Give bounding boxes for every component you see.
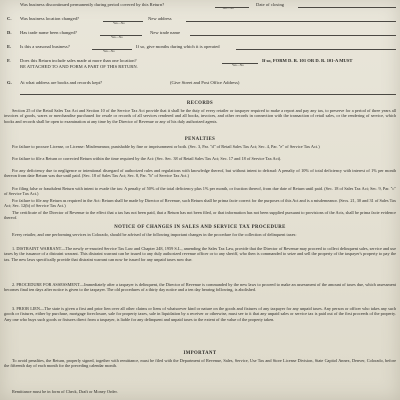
penalty-paragraph: The certificate of the Director of Revenue to the effect that a tax has not been paid, that a Return has not been filed, or that information has not been supplied pursuant to provisions of the Acts, shall be prima facie evidence thereof. — [4, 210, 396, 221]
penalty-paragraph: For any deficiency due to negligence or intentional disregard of authorized rules and regulations with knowledge thereof, but without intent to defraud: A penalty of 10% of total deficiency with interest of 1% per month thereon from date Return was due until paid. (Sec. 18 of Sales Tax Act; Sec. 8, Par. "b" of Service Tax Act.) — [4, 168, 396, 179]
question-letter: C. — [7, 16, 12, 21]
important-paragraph: To avoid penalties, the Return, properly signed, together with remittance, must be filed with the Department of Revenue, Sales, Service, Use Tax and Store License Division, State Capitol Annex, Denver, Colorado, before the fifteenth day of each month for the preceding calendar month. — [4, 358, 396, 369]
penalties-heading: PENALTIES — [184, 137, 216, 142]
question-tail: (Give Street and Post Office Address) — [170, 80, 240, 85]
notice-intro: Every retailer, and one performing services in Colorado, should be advised of the following important changes in the procedure for the collection of delinquent taxes: — [12, 232, 297, 237]
answer-line[interactable] — [215, 7, 249, 8]
question-text: Has trade name been changed? — [20, 30, 77, 35]
yes-no-hint: Yes—No — [232, 63, 244, 67]
question-letter: D. — [7, 30, 12, 35]
closing-date-line[interactable] — [298, 7, 396, 8]
yes-no-hint: Yes—No — [111, 35, 123, 39]
question-text: Was business location changed? — [20, 16, 79, 21]
yes-no-hint: Yes—No — [222, 6, 234, 10]
question-letter: G. — [7, 80, 12, 85]
question-tail: New address — [148, 16, 172, 21]
question-tail: If so, FORM D. R. 101 OR D. R. 101-A MUST — [262, 58, 353, 63]
months-line[interactable] — [236, 49, 396, 50]
question-letter: E. — [7, 44, 12, 49]
question-tail: If so, give months during which it is operated — [136, 44, 220, 49]
important-heading: IMPORTANT — [183, 351, 217, 356]
notice-heading: NOTICE OF CHANGES IN SALES AND SERVICE TAX PROCEDURE — [114, 225, 286, 230]
question-tail: New trade name — [150, 30, 181, 35]
penalty-paragraph: For failure to file a Return or corrected Return within the time required by the Act: (Sec. Sec. 38 of Retail Sales Tax Act; Sec. 17 and 18 of Service Tax Act). — [12, 156, 282, 161]
records-paragraph: Section 25 of the Retail Sales Tax Act and Section 10 of the Service Tax Act provide that it shall be the duty of every retailer or taxpayer required to make a report and pay any tax, to preserve for a period of three years all invoices of goods, wares or merchandise purchased for resale or records of all services rendered and all books, invoices, and other records in connection with the transaction of retail sales, or the rendering of service, which books and records shall be open to examination at any time by the Director of Revenue or any of his duly authorized agents. — [4, 108, 396, 124]
yes-no-hint: Yes—No — [113, 21, 125, 25]
records-heading: RECORDS — [186, 101, 214, 106]
question-letter: F. — [7, 58, 11, 63]
question-text: At what address are books and records kept? — [20, 80, 103, 85]
question-text: Was business discontinued permanently during period covered by this Return? — [20, 2, 165, 7]
penalty-paragraph: For failure to procure License, or License: Misdemeanor, punishable by fine or imprisonment or both. (Sec. 3, Par. "d" of Retail Sales Tax Act; Sec. 4, Par. "e" of Service Tax Act.) — [12, 144, 320, 149]
question-text-line2: BE ATTACHED TO AND FORM A PART OF THIS RETURN. — [20, 64, 138, 69]
notice-item-prior-lien: 3. PRIOR LIEN—The state is given a first and prior lien over all other claims or liens of whatsoever kind or nature on the goods and fixtures of any taxpayer for any unpaid taxes. Any person or officer who takes any such goods or fixtures, either by purchase, mortgage foreclosure, sale for property taxes, sale in liquidation by a receiver or otherwise, must see to it that any unpaid sales or service tax is paid out of the first proceeds of the property. Any one who buys such goods or fixtures direct from a taxpayer, is liable for any delinquent and unpaid taxes to the extent of the value of the property taken. — [4, 306, 396, 322]
question-tail: Date of closing — [256, 2, 285, 7]
question-text: Does this Return include sales made at more than one location? — [20, 58, 137, 63]
new-address-line[interactable] — [186, 21, 396, 22]
yes-no-hint: Yes—No — [103, 49, 115, 53]
notice-item-assessment: 2. PROCEDURE FOR ASSESSMENT—Immediately after a taxpayer is delinquent, the Director of Revenue is commanded by the new laws to proceed to make an assessment of the amount of taxes due, which assessment becomes final ten days after notice is given to the taxpayer. The old procedures of a thirty day notice and a ten day hearing following, is abolished. — [4, 282, 396, 293]
books-address-line[interactable] — [20, 94, 396, 95]
remittance-note: Remittance must be in form of Check, Draft or Money Order. — [12, 389, 118, 394]
penalty-paragraph: For filing false or fraudulent Return with intent to evade the tax: A penalty of 50% of the total deficiency plus 1% per month, or fraction thereof, from due date of Return until paid. (Sec. 18 of Sales Tax Act; Sec. 9, Par. "c" of Service Tax Act.) — [4, 186, 396, 197]
penalty-paragraph: For failure to file any Return as required in the Act: Return shall be made by Director of Revenue, such Return shall be prima facie correct for the purposes of this Act and is a misdemeanor. (Secs. 21, 30 and 31 of Sales Tax Act; Sec. 12(b) of Service Tax Act.) — [4, 198, 396, 209]
new-trade-name-line[interactable] — [190, 35, 396, 36]
question-text: Is this a seasonal business? — [20, 44, 70, 49]
notice-item-distraint: 1. DISTRAINT WARRANT—The newly re-enacted Service Tax Law and Chapter 248, 1959 S.L., amending the Sales Tax Law, provide that the Director of Revenue may proceed to collect delinquent sales, service and use taxes by the issuance of a distraint warrant. This distraint warrant can be issued to any duly authorized revenue officer or to any sheriff, who then is commanded to seize and sell the property of the taxpayer's property to pay the tax. The new laws specifically provide that distraint warrant can now be issued for any unpaid taxes now due. — [4, 246, 396, 262]
